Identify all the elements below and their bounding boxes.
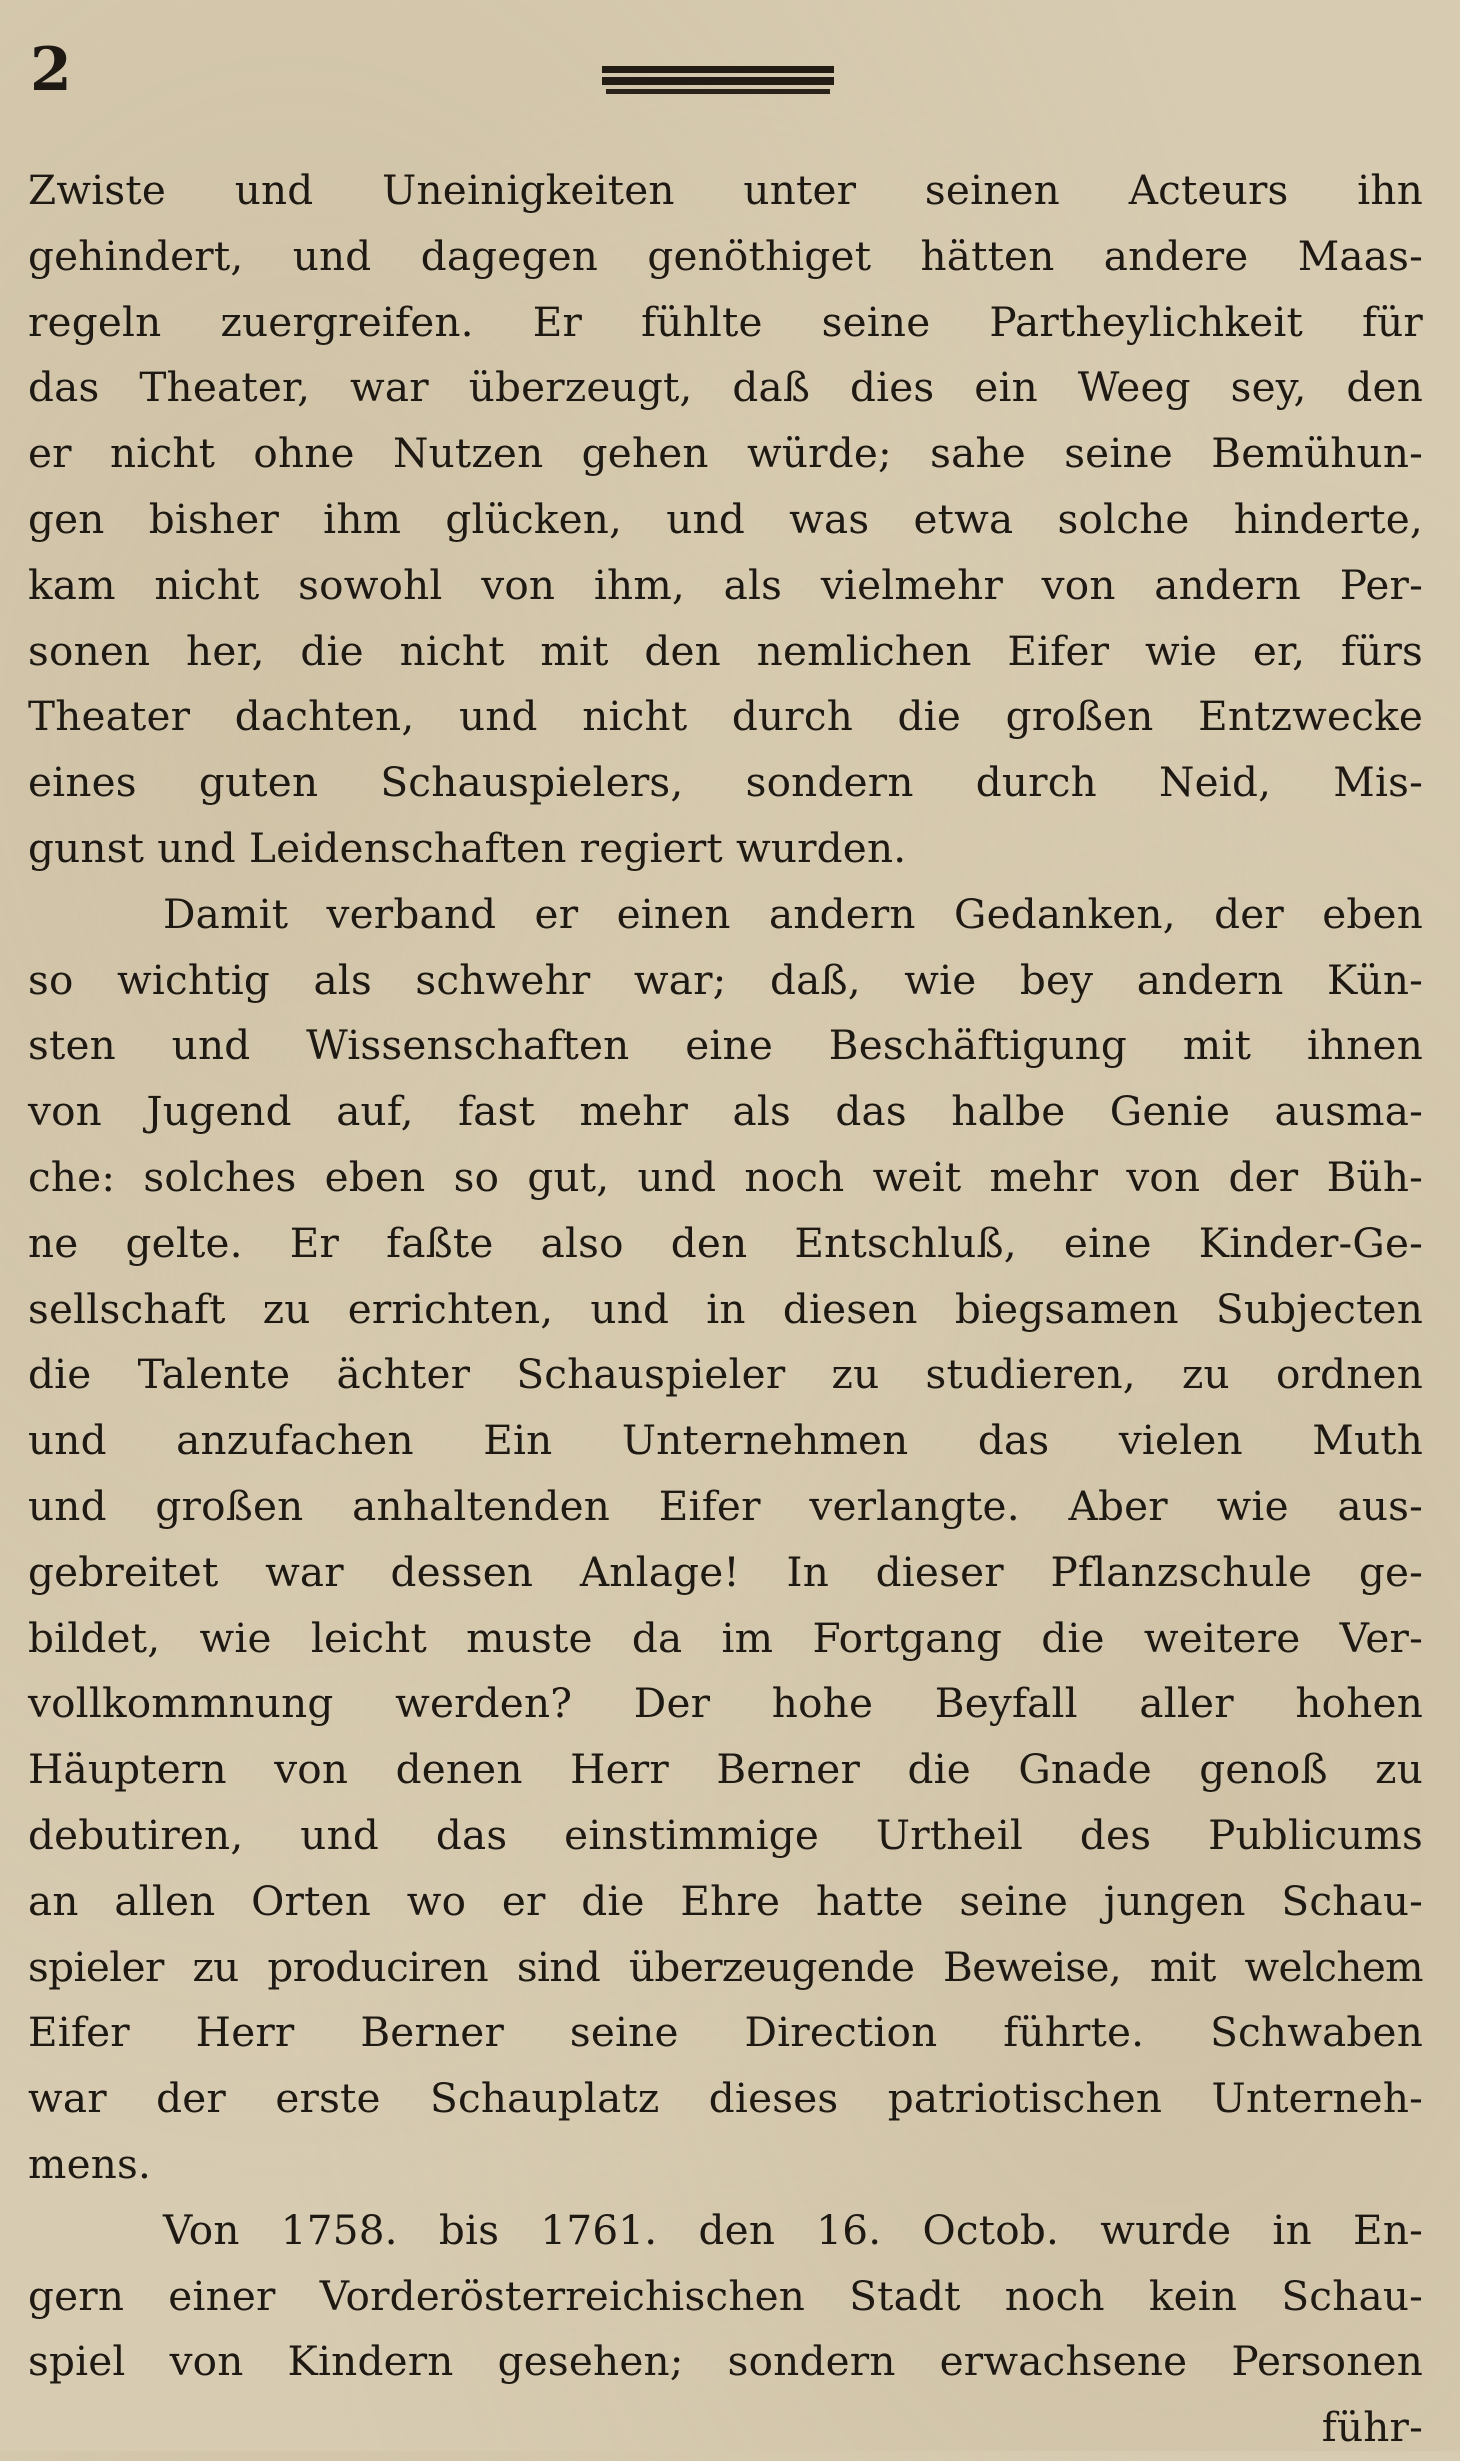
text-line: war der erste Schauplatz dieses patriotischen Unterneh- [28, 2074, 1423, 2123]
text-line: bildet, wie leicht muste da im Fortgang die weitere Ver- [28, 1613, 1423, 1662]
text-line: gebreitet war dessen Anlage! In dieser Pflanzschule ge- [28, 1547, 1423, 1596]
text-line: vollkommnung werden? Der hohe Beyfall aller hohen [28, 1679, 1423, 1728]
text-line: Von 1758. bis 1761. den 16. Octob. wurde in En- [163, 2205, 1423, 2254]
paragraph-2 [28, 882, 1423, 2198]
paragraph-3 [28, 2198, 1423, 2395]
text-line: eines guten Schauspielers, sondern durch Neid, Mis- [28, 758, 1423, 807]
text-line: regeln zuergreifen. Er fühlte seine Partheylichkeit für [28, 297, 1423, 346]
text-line: spieler zu produciren sind überzeugende Beweise, mit welchem [28, 1942, 1423, 1991]
text-line: die Talente ächter Schauspieler zu studieren, zu ordnen [28, 1350, 1423, 1399]
text-line: er nicht ohne Nutzen gehen würde; sahe seine Bemühun- [28, 429, 1423, 478]
text-line: gern einer Vorderösterreichischen Stadt noch kein Schau- [28, 2271, 1423, 2320]
page-header [0, 0, 1460, 150]
catchword: führ- [1321, 2403, 1423, 2452]
text-line: sten und Wissenschaften eine Beschäftigung mit ihnen [28, 1021, 1423, 1070]
text-line: Theater dachten, und nicht durch die großen Entzwecke [28, 692, 1423, 741]
text-line: kam nicht sowohl von ihm, als vielmehr von andern Per- [28, 560, 1423, 609]
text-line: so wichtig als schwehr war; daß, wie bey andern Kün- [28, 955, 1423, 1004]
text-line: debutiren, und das einstimmige Urtheil des Publicums [28, 1810, 1423, 1859]
text-line: Damit verband er einen andern Gedanken, der eben [163, 889, 1423, 938]
text-line: ne gelte. Er faßte also den Entschluß, eine Kinder-Ge- [28, 1218, 1423, 1267]
text-line: mens. [28, 2139, 152, 2188]
text-line: und großen anhaltenden Eifer verlangte. Aber wie aus- [28, 1481, 1423, 1530]
text-line: gen bisher ihm glücken, und was etwa solche hinderte, [28, 494, 1423, 543]
text-line: sonen her, die nicht mit den nemlichen Eifer wie er, fürs [28, 626, 1423, 675]
text-line: gunst und Leidenschaften regiert wurden. [28, 823, 907, 872]
page-number: 2 [30, 35, 72, 105]
text-line: Zwiste und Uneinigkeiten unter seinen Acteurs ihn [28, 166, 1423, 214]
body-text [28, 158, 1423, 2461]
text-line: Häuptern von denen Herr Berner die Gnade genoß zu [28, 1745, 1423, 1794]
text-line: spiel von Kindern gesehen; sondern erwachsene Personen [28, 2337, 1423, 2386]
text-line: das Theater, war überzeugt, daß dies ein Weeg sey, den [28, 363, 1423, 412]
text-line: Eifer Herr Berner seine Direction führte. Schwaben [28, 2008, 1423, 2057]
text-line: an allen Orten wo er die Ehre hatte seine jungen Schau- [28, 1876, 1423, 1925]
text-line: gehindert, und dagegen genöthiget hätten andere Maas- [28, 231, 1423, 280]
text-line: und anzufachen Ein Unternehmen das vielen Muth [28, 1416, 1423, 1465]
paragraph-1 [28, 158, 1423, 882]
text-line: von Jugend auf, fast mehr als das halbe Genie ausma- [28, 1087, 1423, 1136]
text-line: che: solches eben so gut, und noch weit mehr von der Büh- [28, 1152, 1423, 1201]
text-line: sellschaft zu errichten, und in diesen biegsamen Subjecten [28, 1284, 1423, 1333]
header-ornament-rule [602, 66, 834, 96]
